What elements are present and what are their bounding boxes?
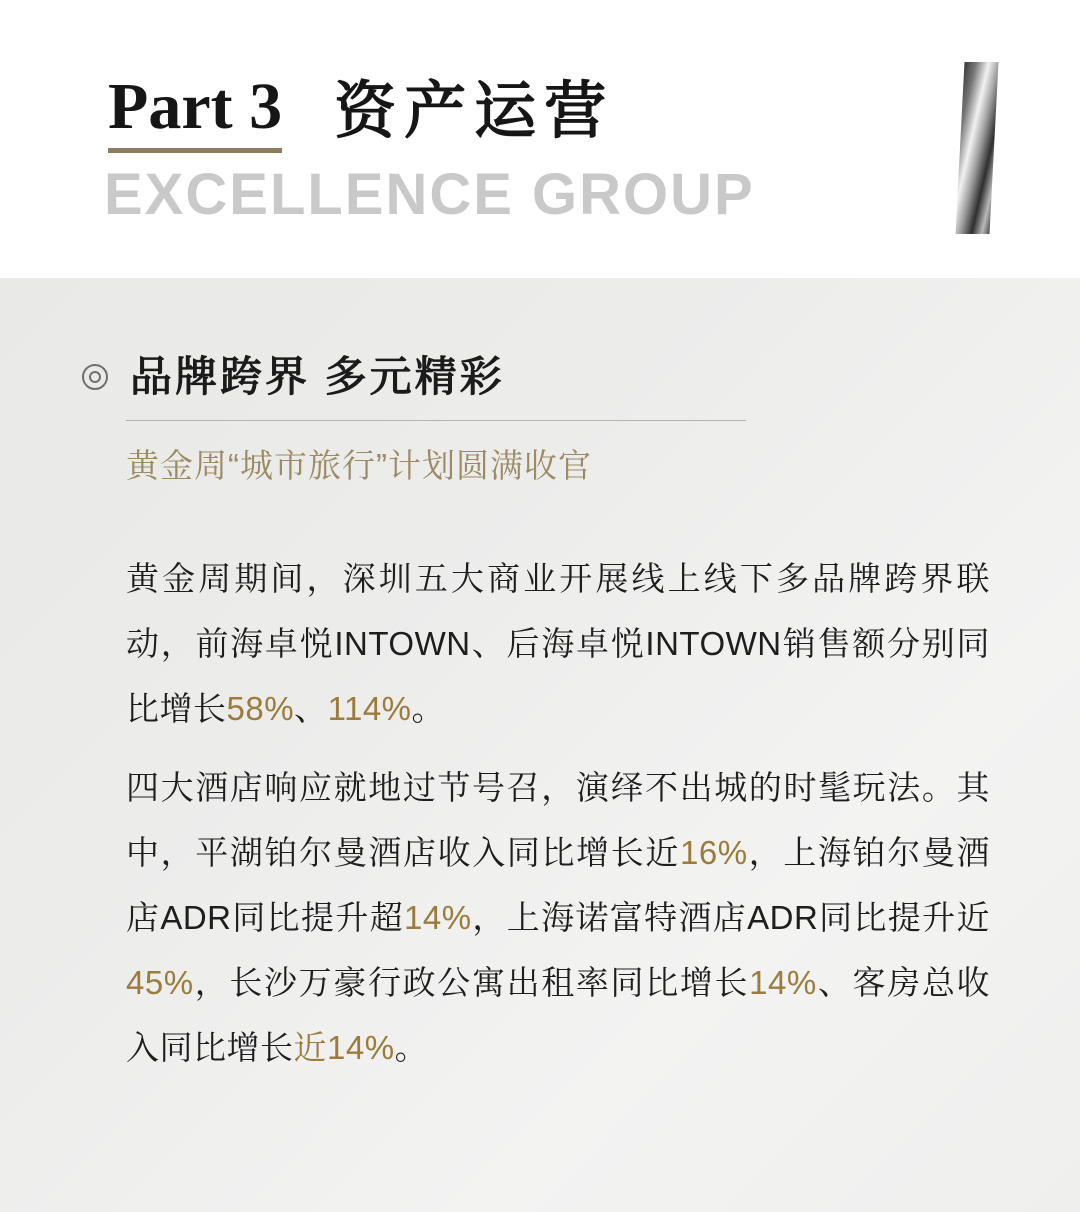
brand-wordmark: EXCELLENCE GROUP <box>104 162 755 227</box>
body-text-run: 黄金周期间，深圳五大商业开展线上线下多品牌跨界联动，前海卓悦INTOWN、后海卓悦INTOWN销售额分别同比增长 <box>126 560 990 727</box>
body-text-run: 四大酒店响应就地过节号召，演绎不出城的时髦玩法。其中，平湖铂尔曼酒店收入同比增长近 <box>126 769 990 871</box>
section-divider <box>126 420 746 421</box>
body-text-run: 。 <box>411 690 446 727</box>
body-text-run: 、 <box>294 690 328 727</box>
highlighted-metric: 14% <box>749 964 817 1001</box>
decorative-stripe-graphic <box>955 62 998 234</box>
highlighted-metric: 58% <box>226 690 295 727</box>
body-text-run: ，上海铂尔曼酒店ADR同比提升超 <box>126 834 991 936</box>
body-paragraph <box>126 755 990 1080</box>
body-text-run: 、客房总收入同比增长 <box>126 964 991 1066</box>
body-text-run: ，上海诺富特酒店ADR同比提升近 <box>471 899 990 936</box>
highlighted-metric: 114% <box>327 690 412 727</box>
highlighted-metric: 16% <box>680 834 748 871</box>
content-panel <box>0 278 1080 1212</box>
part-title-chinese: 资产运营 <box>334 78 615 146</box>
part-number-label: Part 3 <box>108 74 282 153</box>
section-heading <box>82 353 505 400</box>
double-circle-icon <box>82 364 108 390</box>
part-heading <box>108 70 615 153</box>
body-text-run: ，长沙万豪行政公寓出租率同比增长 <box>193 964 750 1001</box>
section-subtitle: 黄金周“城市旅行”计划圆满收官 <box>126 447 592 484</box>
document-header <box>0 0 1080 278</box>
section-title: 品牌跨界 多元精彩 <box>130 353 505 400</box>
body-copy <box>126 546 990 1094</box>
highlighted-metric: 近14% <box>293 1029 395 1066</box>
highlighted-metric: 14% <box>404 899 472 936</box>
body-text-run: 。 <box>394 1029 429 1066</box>
highlighted-metric: 45% <box>126 964 194 1001</box>
body-paragraph <box>126 546 990 741</box>
